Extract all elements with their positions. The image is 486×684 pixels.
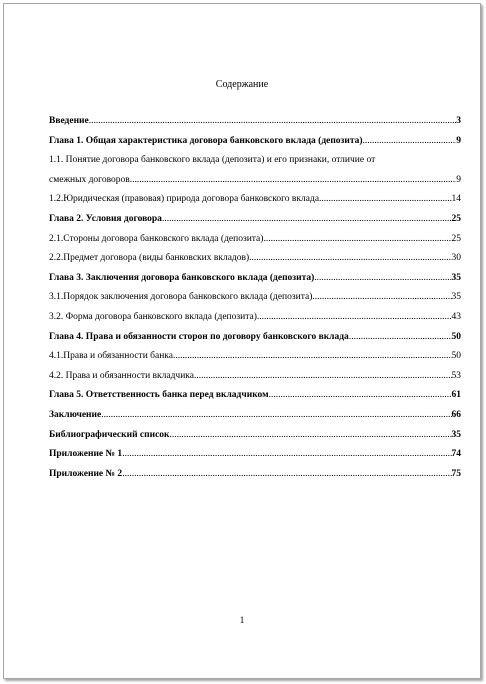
toc-entry-label: Приложение № 2 xyxy=(49,468,123,479)
toc-entry-label: Приложение № 1 xyxy=(49,449,123,460)
toc-leader-dots xyxy=(130,171,457,191)
toc-entry-page: 3 xyxy=(456,116,461,126)
toc-entry-label: Глава 3. Заключения договора банковского вклада (депозита) xyxy=(49,272,315,283)
table-of-contents xyxy=(49,112,461,484)
toc-entry-introduction xyxy=(49,112,461,132)
document-page xyxy=(3,3,481,679)
toc-leader-dots xyxy=(194,367,452,387)
toc-entry-page: 25 xyxy=(451,233,461,244)
toc-entry-chapter-3 xyxy=(49,269,461,289)
page-number: 1 xyxy=(239,616,245,626)
toc-entry-label: Глава 2. Условия договора xyxy=(49,213,162,224)
toc-entry-label: Глава 4. Права и обязанности сторон по договору банковского вклада xyxy=(49,331,349,342)
toc-entry-label: 3.1.Порядок заключения договора банковского вклада (депозита) xyxy=(49,292,313,303)
toc-leader-dots xyxy=(101,406,451,426)
toc-entry-section-1-1 xyxy=(49,151,461,190)
toc-entry-page: 53 xyxy=(451,370,461,381)
toc-entry-page: 66 xyxy=(451,409,461,420)
toc-entry-page: 25 xyxy=(451,213,461,224)
toc-entry-page: 30 xyxy=(451,253,461,264)
toc-leader-dots xyxy=(170,426,452,446)
toc-entry-label-continued: смежных договоров xyxy=(49,174,130,185)
toc-entry-section-3-2 xyxy=(49,308,461,328)
toc-leader-dots xyxy=(312,288,451,308)
toc-entry-label: Введение xyxy=(49,116,89,126)
toc-entry-chapter-5 xyxy=(49,386,461,406)
toc-leader-dots xyxy=(249,249,451,269)
toc-entry-label: 1.1. Понятие договора банковского вклада (депозита) и его признаки, отличие от xyxy=(49,155,376,166)
toc-entry-label: 4.2. Права и обязанности вкладчика xyxy=(49,370,194,381)
toc-entry-page: 74 xyxy=(451,449,461,460)
toc-entry-chapter-4 xyxy=(49,328,461,348)
toc-entry-chapter-1 xyxy=(49,132,461,152)
toc-entry-page: 9 xyxy=(456,135,461,146)
toc-entry-bibliography xyxy=(49,426,461,446)
toc-entry-label: 4.1.Права и обязанности банка xyxy=(49,351,173,362)
toc-leader-dots xyxy=(314,269,451,289)
toc-entry-section-2-1 xyxy=(49,230,461,250)
toc-entry-appendix-2 xyxy=(49,465,461,485)
toc-entry-label: 1.2.Юридическая (правовая) природа договора банковского вклада xyxy=(49,194,320,205)
toc-leader-dots xyxy=(349,328,452,348)
toc-entry-label: Глава 1. Общая характеристика договора банковского вклада (депозита) xyxy=(49,135,363,146)
toc-leader-dots xyxy=(363,132,457,152)
toc-leader-dots xyxy=(122,445,451,465)
toc-entry-page: 50 xyxy=(451,351,461,362)
toc-title: Содержание xyxy=(215,79,269,90)
toc-entry-page: 75 xyxy=(451,468,461,479)
toc-entry-label: Глава 5. Ответственность банка перед вкладчиком xyxy=(49,390,269,401)
toc-entry-section-3-1 xyxy=(49,288,461,308)
toc-entry-conclusion xyxy=(49,406,461,426)
toc-leader-dots xyxy=(89,112,457,132)
toc-entry-section-2-2 xyxy=(49,249,461,269)
toc-entry-label: 2.2.Предмет договора (виды банковских вкладов) xyxy=(49,253,250,264)
toc-entry-section-4-1 xyxy=(49,347,461,367)
toc-entry-label: 2.1.Стороны договора банковского вклада (депозита) xyxy=(49,233,264,244)
toc-entry-chapter-2 xyxy=(49,210,461,230)
toc-leader-dots xyxy=(269,386,452,406)
toc-entry-label: Заключение xyxy=(49,409,102,420)
toc-leader-dots xyxy=(257,308,452,328)
toc-entry-page: 43 xyxy=(451,311,461,322)
toc-entry-continuation xyxy=(49,171,461,191)
toc-entry-appendix-1 xyxy=(49,445,461,465)
toc-entry-page: 50 xyxy=(451,331,461,342)
toc-entry-section-4-2 xyxy=(49,367,461,387)
toc-leader-dots xyxy=(122,465,451,485)
toc-entry-page: 35 xyxy=(451,272,461,283)
toc-entry-page: 35 xyxy=(451,429,461,440)
toc-entry-section-1-2 xyxy=(49,190,461,210)
toc-entry-page: 14 xyxy=(451,194,461,205)
toc-leader-dots xyxy=(263,230,451,250)
toc-leader-dots xyxy=(319,190,451,210)
toc-entry-page: 61 xyxy=(451,390,461,401)
toc-leader-dots xyxy=(173,347,452,367)
toc-leader-dots xyxy=(162,210,452,230)
toc-entry-label: Библиографический список xyxy=(49,429,170,440)
toc-entry-page: 9 xyxy=(456,174,461,185)
toc-entry-page: 35 xyxy=(451,292,461,303)
toc-entry-label: 3.2. Форма договора банковского вклада (депозита) xyxy=(49,311,257,322)
